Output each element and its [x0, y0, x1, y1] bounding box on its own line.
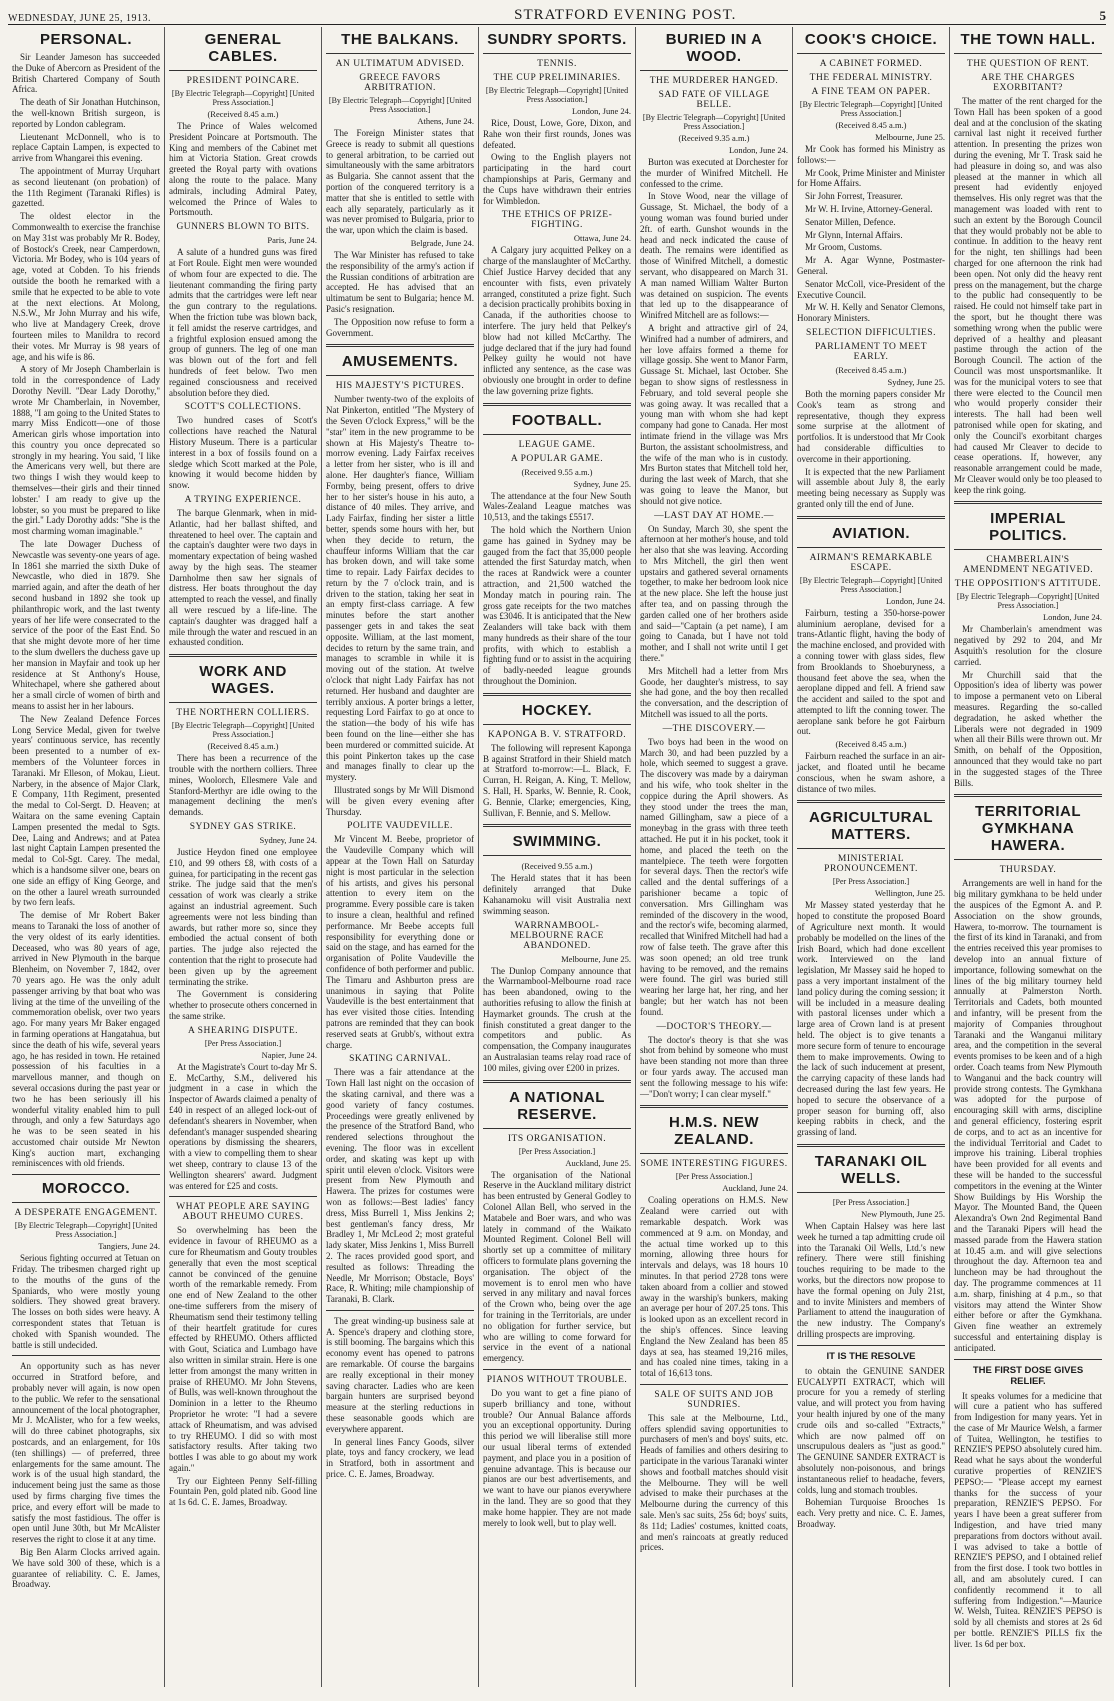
- subheading: POLITE VAUDEVILLE.: [347, 821, 453, 832]
- wire-credit: [Per Press Association.]: [518, 1146, 596, 1156]
- column-3: [322, 27, 479, 1687]
- subheading: MINISTERIAL PRONOUNCEMENT.: [824, 854, 918, 875]
- newspaper-page: [8, 4, 1106, 1693]
- column-rule: [483, 855, 631, 856]
- wire-credit: [Per Press Association.]: [204, 1038, 282, 1048]
- received-time: (Received 8.45 a.m.): [835, 120, 907, 130]
- section-headline: TARANAKI OIL WELLS.: [814, 1153, 928, 1187]
- article-paragraph: Try our Eighteen Penny Self-filling Fountain Pen, gold plated nib. Good line at 1s 6d. C. E. James, Broadway.: [169, 1475, 317, 1508]
- column-2: [165, 27, 322, 1687]
- column-rule: [483, 1369, 631, 1370]
- article-paragraph: It is expected that the new Parliament will assemble about July 8, the early meeting being necessary as Supply was granted only till the end of June.: [797, 466, 945, 509]
- dateline: London, June 24.: [1042, 612, 1102, 623]
- section-headline: AGRICULTURAL MATTERS.: [808, 809, 934, 844]
- section-headline: HOCKEY.: [521, 701, 593, 719]
- article-paragraph: The doctor's theory is that she was shot from behind by someone who must have been standing not more than three or four yards away. The accused man sent the following message to his wife:—"Don't worry; I can clear myself.": [640, 1034, 788, 1099]
- article-paragraph: Fairburn reached the surface in an air-jacket, and floated until he became conscious, when he swam ashore, a distance of two miles.: [797, 751, 945, 794]
- subheading: THE ETHICS OF PRIZE-FIGHTING.: [501, 210, 613, 231]
- column-5: [636, 27, 793, 1687]
- dateline: London, June 24.: [885, 595, 945, 606]
- dateline: London, June 24.: [728, 145, 788, 155]
- article-paragraph: The hold which the Northern Union game has gained in Sydney may be gauged from the fact that 35,000 people attended the first Saturday match, when the races at Randwick were a counter attraction, and 21,500 watched the Monday match in pouring rain. The gross gate receipts for the two matches was £3046. It is anticipated that the New Zealanders will take back with them many hundreds as their share of the tour profits, with which to establish a fighting fund or to assist in the acquiring of badly-needed league grounds throughout the Dominion.: [483, 524, 631, 687]
- section-headline: GENERAL CABLES.: [204, 31, 282, 65]
- article-paragraph: So overwhelming has been the evidence in favour of RHEUMO as a cure for Rheumatism and Gouty troubles generally that even the most sceptical cannot be convinced of the genuine worth of the remarkable remedy. From one end of New Zealand to the other one-time sufferers from the misery of Rheumatism send their testimony telling of their heartfelt gratitude for cures effected by RHEUMO. Others afflicted with Gout, Sciatica and Lumbago have also written in similar strain. Here is one letter from amongst the many written in praise of RHEUMO. Mr John Stevens, of Bulls, was well-known throughout the Dominion in a letter to the Rheumo Proprietor he wrote: "I had a severe attack of Rheumatism, and was advised to try RHEUMO. I did so with most satisfactory results. After taking two bottles I was able to go about my work again.": [169, 1225, 317, 1473]
- masthead-title: STRATFORD EVENING POST.: [514, 7, 737, 23]
- article-paragraph: The attendance at the four New South Wales-Zealand League matches was 10,513, and the takings £5517.: [483, 490, 631, 523]
- subheading: SAD FATE OF VILLAGE BELLE.: [658, 90, 770, 110]
- article-paragraph: Mr W. H. Irvine, Attorney-General.: [805, 203, 933, 214]
- column-rule: [797, 848, 945, 849]
- column-rule: [797, 547, 945, 548]
- article-paragraph: A Calgary jury acquitted Pelkey on a charge of the manslaughter of McCarthy. Chief Justice Harvey decided that any encounter with fists, even privately arranged, constituted a prize fight. Such a decision practically prohibits boxing in Canada, if the authorities choose to interfere. The jury held that Pelkey's blow had not killed McCarthy. The judge declared that if the jury had found Pelkey guilty he would not have inflicted any sentence, as the case was obviously one brought in order to define the law governing prize fights.: [483, 245, 631, 396]
- subheading: THE MURDERER HANGED.: [649, 76, 779, 86]
- article-paragraph: Justice Heydon fined one employee £10, and 99 others £8, with costs of a guinea, for participating in the recent gas strike. The judge said that the men's cessation of work was clearly a strike against an industrial agreement. Such agreements were not less binding than awards, but rather more so, since they embodied the actual consent of both parties. The judge also rejected the contention that the right to prosecute had been given up by the agreement terminating the strike.: [169, 847, 317, 987]
- section-headline: A NATIONAL RESERVE.: [509, 1088, 605, 1123]
- page-number: 5: [1099, 8, 1106, 23]
- article-paragraph: Bohemian Turquoise Brooches 1s each. Very pretty and nice. C. E. James, Broadway.: [797, 1497, 945, 1529]
- subheading: WARRNAMBOOL-MELBOURNE RACE ABANDONED.: [510, 920, 604, 951]
- article-paragraph: Owing to the English players not participating in the hard court championships at Paris, Germany and the Cups have withdrawn their entries for Wimbledon.: [483, 152, 631, 206]
- article-paragraph: Illustrated songs by Mr Will Dismond will be given every evening after Thursday.: [326, 785, 474, 817]
- article-paragraph: Mr Massey stated yesterday that he hoped to constitute the proposed Board of Agriculture next month. It would probably be modelled on the lines of the Irish Board, which had done excellent work. Interviewed on the land legislation, Mr Massey said he hoped to pass a very important instalment of the land policy during the coming session; it will be included in a measure dealing with pastoral licenses under which a large area of Crown land is at present held. The object is to give tenants a more secure form of tenure to encourage them to make improvements. Owing to the lack of such inducement at present, the carrying capacity of these lands had decreased during the last few years. He hoped to secure the observance of a proper season for burning off, also keeping rabbits in check, and the grassing of land.: [797, 900, 945, 1138]
- article-paragraph: Big Ben Alarm Clocks arrived again. We have sold 300 of these, which is a guarantee of reliability. C. E. James, Broadway.: [12, 1547, 160, 1590]
- column-1: [8, 27, 165, 1687]
- article-paragraph: In general lines Fancy Goods, silver plate, toys and fancy crockery, we lead in Stratford, both in assortment and price. C. E. James, Broadway.: [326, 1436, 474, 1480]
- article-paragraph: The late Dowager Duchess of Newcastle was seventy-one years of age. In 1861 she married the sixth Duke of Newcastle, who died in 1879. She married again, and after the death of her second husband in 1892 she took up philanthropic work, and the last twenty years of her life were consecrated to the service of the poor of the East End. So that she might devote more of her time to the slum dwellers the duchess gave up her mansion in Mayfair and took up her residence at St Anthony's House, Whitechapel, where she gathered about her a small circle of women of birth and means to assist her in her labours.: [12, 539, 160, 712]
- article-paragraph: Sir John Forrest, Treasurer.: [805, 191, 903, 202]
- subheading: —THE DISCOVERY.—: [662, 723, 766, 734]
- article-paragraph: Lieutenant McDonnell, who is to replace Captain Lampen, is expected to arrive from Whangarei this evening.: [12, 131, 160, 164]
- subheading: AIRMAN'S REMARKABLE ESCAPE.: [809, 552, 933, 573]
- article-paragraph: Mr Cook, Prime Minister and Minister for Home Affairs.: [797, 167, 945, 189]
- article-paragraph: The Government is considering whether to prosecute others concerned in the same strike.: [169, 989, 317, 1021]
- section-headline: SUNDRY SPORTS.: [487, 31, 627, 48]
- article-paragraph: The matter of the rent charged for the Town Hall has been spoken of a good deal and at the conclusion of the skating carnival last night it received further attention. In presenting the prizes won during the evening, Mr T. Trask said he had pleasure in doing so, and was also pleased at the manner in which all present had evidently enjoyed themselves. His only regret was that the management was loaded with rent to such an extent by the Borough Council that they would probably not be able to continue. In addition to the heavy rent for the night, ten shillings had been charged for one afternoon the rink had been open. Not only did the heavy rent press on the management, but the charge to the public had consequently to be raised. He could not himself take part in the sport, but he thought there was something wrong when the public were deprived of a healthy and pleasant pastime through the action of the Borough Council. The action of the Council was most unsportsmanlike. It was for the municipal voters to see that there were elected to the Council men who would properly consider their interests. The hall had been well patronised while open for skating, and only the Council's exorbitant charges had caused Mr Cleaver to decide to cease operations. If, however, any reasonable arrangement could be made, Mr Cleaver would only be too pleased to keep the rink going.: [954, 96, 1102, 495]
- dateline: Napier, June 24.: [261, 1049, 317, 1060]
- subheading: SELECTION DIFFICULTIES.: [806, 327, 936, 338]
- article-paragraph: The Dunlop Company announce that the Warrnambool-Melbourne road race has been abandoned, owing to the authorities refusing to allow the finish at Haymarket grounds. The crush at the finish constituted a great danger to the competitors and public. As compensation, the Company inaugurates an Australasian teams relay road race of 100 miles, giving over £200 in prizes.: [483, 965, 631, 1073]
- wire-credit: [By Electric Telegraph—Copyright] [United Press Association.]: [171, 721, 315, 740]
- dateline: Auckland, June 24.: [722, 1183, 788, 1194]
- section-divider: [483, 1080, 631, 1083]
- article-paragraph: The death of Sir Jonathan Hutchinson, the well-known British surgeon, is reported by London cablegram.: [12, 97, 160, 129]
- section-divider: [326, 344, 474, 347]
- article-paragraph: Rice, Doust, Lowe, Gore, Dixon, and Rahe won their first rounds, Jones was defeated.: [483, 118, 631, 150]
- column-rule: [12, 1355, 160, 1356]
- section-headline: MOROCCO.: [41, 1180, 131, 1198]
- article-paragraph: The following will represent Kaponga B against Stratford in their Shield match at Stratford to-morrow:—L. Black, F. Curran, H. Reigan, A. King, T. Mellow, S. Hall, H. Sparks, W. Bennie, R. Cook, G. Bennie, Clarke; emergencies, King, Sullivan, F. Bennie, and S. Mellow.: [483, 742, 631, 818]
- column-rule: [326, 53, 474, 54]
- subheading: SYDNEY GAS STRIKE.: [189, 822, 297, 833]
- column-rule: [797, 1345, 945, 1346]
- dateline: Sydney, June 24.: [259, 835, 317, 846]
- section-divider: [954, 794, 1102, 797]
- dateline: Melbourne, June 25.: [875, 132, 945, 142]
- subheading: SCOTT'S COLLECTIONS.: [184, 402, 302, 413]
- column-4: [479, 27, 636, 1687]
- dateline: Paris, June 24.: [267, 235, 317, 246]
- section-headline: AVIATION.: [831, 524, 911, 542]
- article-paragraph: The oldest elector in the Commonwealth to exercise the franchise on May 31st was probably Mr R. Bodey, of Bostock's Creek, near Camperdown, Victoria. Mr Bodey, who is 104 years of age, voted at Cobden. To his friends outside the booth he remarked with a smile that he expected to be able to vote at the next elections. At Molong, N.S.W., Mr John Murray and his wife, who live at Mandagery Creek, drove fourteen miles to Manildra to record their votes. Mr Murray is 98 years of age, and his wife is 86.: [12, 211, 160, 362]
- subheading: ITS ORGANISATION.: [507, 1133, 607, 1144]
- section-headline: H.M.S. NEW ZEALAND.: [669, 1114, 759, 1149]
- subheading: A POPULAR GAME.: [510, 453, 604, 464]
- article-paragraph: The demise of Mr Robert Baker means to Taranaki the loss of another of the very oldest of its early identities. Deceased, who was 80 years of age, arrived in New Plymouth in the barque Blenheim, on November 7, 1842, over 70 years ago. He was the only adult passenger arriving by that boat who was living at the time of the unveiling of the commemoration obelisk, over two years ago. For many years Mr Baker engaged in farming operations at Hangatahua, but since the death of his wife, several years ago, he has resided in town. He retained possession of his faculties in a marvellous manner, and though on several occasions during the past year or two he has been seriously ill his wonderful vitality enabled him to pull through, and only a few Saturdays ago he was to be seen seated in his accustomed chair outside Mr Newton King's auction mart, exchanging reminiscences with old friends.: [12, 910, 160, 1169]
- column-rule: [640, 70, 788, 71]
- column-rule: [483, 1128, 631, 1129]
- section-headline: FOOTBALL.: [511, 411, 603, 429]
- subheading: —LAST DAY AT HOME.—: [654, 510, 774, 521]
- received-time: (Received 9.55 a.m.): [521, 466, 593, 477]
- dateline: New Plymouth, June 25.: [861, 1209, 945, 1219]
- received-time: (Received 8.45 a.m.): [835, 739, 907, 750]
- article-paragraph: Arrangements are well in hand for the big military gymkhana to be held under the auspices of the Egmont A. and P. Association on the show grounds, Hawera, to-morrow. The tournament is the first of its kind in Taranaki, and from the entries received this year promises to develop into an annual fixture of importance, following somewhat on the lines of the big military tourney held annually at Palmerston North. Territorials and Cadets, both mounted and infantry, will be present from the majority of Companies throughout Taranaki and the Wanganui military area, and the competition in the several events promises to be keen and of a high order. Coach teams from New Plymouth to Wanganui and the back country will provide strong contests. The Gymkhana was adopted for the purpose of encouraging skill with arms, discipline and general efficiency, fostering esprit de corps, and to act as an incentive for the individual Territorial and Cadet to improve his training. Liberal trophies have been provided for all events and these will be handed to the successful competitors in the evening at the Winter Show Buildings by His Worship the Mayor. The Mounted Band, the Queen Alexandra's Own 2nd Regimental Band and the Taranaki Pipers will head the massed parade from the Hawera station at 10.45 a.m. and will give selections throughout the day. Afternoon tea and luncheon may be had throughout the day. The programme commences at 11 a.m. sharp, finishing at 4 p.m., so that visitors may attend the Winter Show either before or after the Gymkhana. Given fine weather an extremely successful and entertaining display is anticipated.: [954, 878, 1102, 1353]
- article-paragraph: There was a fair attendance at the Town Hall last night on the occasion of the skating carnival, and there was a good variety of fancy costumes. Proceedings were greatly enlivened by the presence of the Stratford Band, who rendered selections throughout the evening. The floor was in excellent order, and skating was kept up with spirit until eleven o'clock. Visitors were present from New Plymouth and Hawera. The prizes for costumes were won as follows:—Best ladies' fancy dress, Miss Burrell 1, Miss Jenkins 2; best gentleman's fancy dress, Mr Bradley 1, Mr McLeod 2; most grateful lady skater, Miss Jenkins 1, Miss Burrell 2. The races provided good sport, and resulted as follows: Threading the Needle, Mr Morrison; Obstacle, Boys' Race, R. Whiting; mile championship of Taranaki, B. Clark.: [326, 1067, 474, 1305]
- dateline: Belgrade, June 24.: [410, 237, 474, 248]
- subheading: PRESIDENT POINCARE.: [186, 76, 300, 86]
- article-paragraph: The War Minister has refused to take the responsibility of the army's action if the Russian conditions of arbitration are accepted. He has advised that an ultimatum be sent to Bulgaria; hence M. Pasic's resignation.: [326, 249, 474, 314]
- subheading: —DOCTOR'S THEORY.—: [656, 1021, 772, 1032]
- article-paragraph: Mr Cook has formed his Ministry as follows:—: [797, 144, 945, 165]
- article-paragraph: Coaling operations on H.M.S. New Zealand were carried out with remarkable despatch. Work was commenced at 9 a.m. on Monday, and the actual time worked up to this morning, allowing three hours for intervals and delays, was 18 hours 10 minutes. In that period 2728 tons were taken aboard from a collier and stowed away in the warship's bunkers, making an average per hour of 207.25 tons. This is looked upon as an excellent record in the ship's offences. Since leaving England the New Zealand has been 85 days at sea, has steamed 19,216 miles, and has coaled nine times, taking in a total of 16,613 tons.: [640, 1195, 788, 1379]
- subheading: A CABINET FORMED.: [819, 59, 923, 69]
- advert-heading: THE FIRST DOSE GIVES RELIEF.: [972, 1364, 1084, 1387]
- dateline: Athens, June 24.: [417, 116, 474, 126]
- article-paragraph: A story of Mr Joseph Chamberlain is told in the correspondence of Lady Dorothy Nevill. "Dear Lady Dorothy," wrote Mr Chamberlain, in November, 1888, "I am going to the United States to marry Miss Endicott—one of those American girls whose importation into this country you once deprecated so strongly in my hearing. You said, 'I like the Americans very well, but there are two things I wish they would keep to themselves—their girls and their tinned lobster.' I am ready to give up the lobster, so you must be prepared to like the girl." Lady Dorothy adds: "She is the most charming woman imaginable.": [12, 364, 160, 537]
- column-6: [793, 27, 950, 1687]
- article-paragraph: Mr Vincent M. Beebe, proprietor of the Vaudeville Company which will appear at the Town Hall on Saturday night is most particular in the selection of his artists, and gives his personal attention to every item on the programme. Every possible care is taken to insure a clean, healthful and refined performance. Mr Beebe accepts full responsibility for everything done or said on the stage, and has earned for the organisation of Polite Vaudeville the confidence of both performer and public. The Timaru and Ashburton press are unanimous in saying that Polite Vaudeville is the best entertainment that has ever visited those cities. Intending patrons are reminded that they can book reserved seats at Grubb's, without extra charge.: [326, 834, 474, 1050]
- dateline: London, June 24.: [571, 106, 631, 116]
- wire-credit: [Per Press Association.]: [675, 1172, 753, 1182]
- subheading: SOME INTERESTING FIGURES.: [640, 1159, 788, 1170]
- article-paragraph: Mr Churchill said that the Opposition's idea of liberty was power to impose a permanent veto on Liberal measures. Regarding the so-called degradation, he asked whether the Liberals were not degraded in 1909 when all their Bills were thrown out. Mr Smith, on behalf of the Opposition, announced that they would take no part in the suggested stages of the Three Bills.: [954, 669, 1102, 788]
- column-rule: [797, 1192, 945, 1193]
- masthead-date: WEDNESDAY, JUNE 25, 1913.: [8, 13, 152, 24]
- article-paragraph: The Herald states that it has been definitely arranged that Duke Kahanamoku will visit Australia next swimming season.: [483, 873, 631, 916]
- article-paragraph: The Opposition now refuse to form a Government.: [326, 316, 474, 338]
- subheading: A SHEARING DISPUTE.: [187, 1025, 299, 1036]
- subheading: A DESPERATE ENGAGEMENT.: [14, 1208, 158, 1219]
- article-paragraph: Fairburn, testing a 350-horse-power aluminium aeroplane, devised for a trans-Atlantic flight, having the body of the machine enclosed, and provided with a conning tower with glass sides, flew from Brooklands to Shoeburyness, a thousand feet above the sea, when the aeroplane dipped and fell. A friend saw the accident and sailed to the spot and attempted to lift the conning tower. The aeroplane sank before he got Fairburn out.: [797, 607, 945, 737]
- wire-credit: [By Electric Telegraph—Copyright] [United Press Association.]: [956, 592, 1100, 611]
- article-paragraph: A bright and attractive girl of 24, Winifred had a number of admirers, and her love affairs formed a theme for village gossip. She went to Manor Farm, Gussage St. Michael, last October. She began to show signs of restlessness in February, and told several people she was going away. It was recalled that a young man with whom she had kept company had gone to Canada. Her most intimate friend in the village was Mrs Burton, the assistant schoolmistress, and the wife of the man who is in custody. Mrs Burton states that Mitchell told her, during the last week of March, that she was going to leave the Manor, but should not give notice.: [640, 322, 788, 506]
- section-headline: BURIED IN A WOOD.: [665, 31, 763, 65]
- article-paragraph: Mr Groom, Customs.: [805, 242, 883, 253]
- article-paragraph: Senator Millen, Defence.: [805, 216, 896, 227]
- column-rule: [169, 70, 317, 71]
- article-paragraph: The appointment of Murray Urquhart as second lieutenant (on probation) of the 11th Regiment (Taranaki Rifles) is gazetted.: [12, 165, 160, 209]
- dateline: Wellington, June 25.: [874, 888, 945, 899]
- article-paragraph: In Stove Wood, near the village of Gussage, St. Michael, the body of a young woman was found buried under 2ft. of earth. Gunshot wounds in the head and neck indicated the cause of death. The remains were identified as those of Winifred Mitchell, a domestic servant, who disappeared on March 31. A man named William Walter Burton was detained on suspicion. The events that led up to the disappearance of Winifred Mitchell are as follows:—: [640, 191, 788, 321]
- column-rule: [797, 53, 945, 54]
- subheading: ARE THE CHARGES EXORBITANT?: [981, 73, 1075, 93]
- article-paragraph: There has been a recurrence of the trouble with the northern colliers. Three mines, Woolorch, Ellesmere Vale and Stanford-Merthyr are idle owing to the management declining the men's demands.: [169, 753, 317, 818]
- subheading: LEAGUE GAME.: [518, 439, 596, 450]
- received-time: (Received 9.35 a.m.): [678, 133, 750, 143]
- article-paragraph: On Sunday, March 30, she spent the afternoon at her mother's house, and told her also that she was leaving. According to Mrs Mitchell, the girl then went upstairs and gathered several ornaments together, to make her bedroom look nice at the new place. She left the house just after tea, and on passing through the garden called one of her brothers aside and said—"Captain (a pet name), I am going to Canada, but I have not told mother, and I shall not write until I get there.": [640, 523, 788, 664]
- article-paragraph: Two boys had been in the wood on March 30, and had been puzzled by a hole, which seemed to suggest a grave. The discovery was made by a dairyman and his wife, who took shelter in the coppice during the April showers. As they stood under the trees the man, named Gillingham, saw a piece of a moneybag in the grass with three teeth attached. He put it in his pocket, took it home, and placed the teeth on the mantelpiece. The teeth were forgotten for several days. Then the rector's wife called and the dental sufferings of a parishioner became a topic of conversation. Mrs Gillingham was reminded of the discovery in the wood, and the rector's wife, becoming alarmed, recalled that Winifred Mitchell had had a row of false teeth. The grave after this was soon opened; an old tree trunk having to be removed, and the remains were found. The girl was buried still wearing her large hat, her ring, and her bangle; but her watch has not been found.: [640, 736, 788, 1017]
- wire-credit: [Per Press Association.]: [832, 877, 910, 887]
- column-rule: [326, 375, 474, 376]
- article-paragraph: Number twenty-two of the exploits of Nat Pinkerton, entitled "The Mystery of the Seven O'clock Express," will be the "star" item in the new programme to be shown at His Majesty's Theatre to-morrow evening. Lady Fairfax receives a letter from her sister, who is ill and alone. Her daughter's fiance, William Formby, being present, offers to drive her to her sister's house in his auto, a distance of 40 miles. They arrive, and Lady Fairfax, finding her sister a little better, spends some hours with her, but when they decide to return, the chauffeur informs William that the car has broken down, and will take some time to repair. Lady Fairfax decides to return by the 7 o'clock train, and is driven to the station, taking her seat in an empty first-class carriage. A few minutes before the start another passenger gets in and takes the seat opposite. William, at the last moment, decides to return by the same train, and manages to scramble in while it is moving out of the station. At twelve o'clock that night Lady Fairfax has not returned. Her husband and daughter are terribly anxious. A porter brings a letter, requesting Lord Fairfax to go at once to the station—the body of his wife has been found on the line—either she has been murdered or committed suicide. At this point Pinkerton takes up the case and manages finally to clear up the mystery.: [326, 394, 474, 783]
- subheading: PARLIAMENT TO MEET EARLY.: [814, 341, 928, 362]
- column-rule: [12, 1202, 160, 1203]
- article-paragraph: Burton was executed at Dorchester for the murder of Winifred Mitchell. He confessed to the crime.: [640, 157, 788, 189]
- wire-credit: [By Electric Telegraph—Copyright] [United Press Association.]: [328, 96, 472, 114]
- dateline: Sydney, June 25.: [887, 376, 945, 387]
- wire-credit: [By Electric Telegraph—Copyright] [United Press Association.]: [799, 100, 943, 118]
- section-divider: [797, 516, 945, 519]
- section-divider: [797, 800, 945, 803]
- wire-credit: [By Electric Telegraph—Copyright] [United Press Association.]: [799, 575, 943, 594]
- subheading: GUNNERS BLOWN TO BITS.: [176, 222, 310, 233]
- section-headline: TERRITORIAL GYMKHANA HAWERA.: [974, 803, 1082, 855]
- article-paragraph: A salute of a hundred guns was fired at Fort Roule. Eight men were wounded of whom four are expected to die. The lieutenant commanding the firing party admits that the cartridges were left near the gun contrary to the regulations. When the friction tube was blown back, it fell amidst the reserve cartridges, and a frightful explosion ensued among the group of gunners. The leg of one man was blown out of the fort and fell hundreds of feet below. Two men regained consciousness and received absolution before they died.: [169, 247, 317, 398]
- article-paragraph: Mr W. H. Kelly and Senator Clemons, Honorary Ministers.: [797, 302, 945, 324]
- column-rule: [640, 1153, 788, 1154]
- column-rule: [954, 549, 1102, 550]
- column-rule: [954, 53, 1102, 54]
- dateline: Auckland, June 25.: [565, 1157, 631, 1168]
- dateline: Sydney, June 25.: [573, 478, 631, 489]
- section-headline: COOK'S CHOICE.: [804, 31, 938, 48]
- dateline: Ottawa, June 24.: [573, 233, 631, 244]
- column-rule: [954, 1359, 1102, 1360]
- section-headline: AMUSEMENTS.: [341, 353, 459, 371]
- column-rule: [483, 434, 631, 435]
- article-paragraph: The Foreign Minister states that Greece is ready to submit all questions to general arbitration, to be carried out simultaneously with the same arbitrators as Bulgaria. She cannot assent that the portion of the conquered territory is a matter that she is entitled to settle with each ally separately, particularly as it was never promised to Bulgaria, prior to the war, upon which the claim is based.: [326, 128, 474, 236]
- subheading: WHAT PEOPLE ARE SAYING ABOUT RHEUMO CURES.: [176, 1202, 310, 1223]
- subheading: GREECE FAVORS ARBITRATION.: [359, 73, 441, 93]
- section-divider: [169, 654, 317, 657]
- subheading: TENNIS.: [537, 59, 577, 69]
- subheading: SKATING CARNIVAL.: [349, 1054, 451, 1065]
- section-divider: [483, 403, 631, 406]
- column-rule: [326, 1310, 474, 1311]
- article-paragraph: It speaks volumes for a medicine that will cure a patient who has suffered from Indigestion for many years. Yet in the case of Mr Maurice Welsh, a farmer of Tuitea, Wellington, he testifies to RENZIE'S PEPSO absolutely cured him. Read what he says about the wonderful curative properties of RENZIE'S PEPSO:— "Please accept my earnest thanks for the success of your preparation, RENZIE'S PEPSO. For years I have been a great sufferer from Indigestion, and have tried many preparations from doctors without avail. I was advised to take a bottle of RENZIE'S PEPSO, and I obtained relief from the first dose. I took two bottles in all, and am absolutely cured. I can confidently recommend it to all suffering from Indigestion."—Maurice W. Welsh, Tuitea. RENZIE'S PEPSO is sold by all chemists and stores at 2s 6d per bottle. RENZIE'S PILLS fix the liver. 1s 6d per box.: [954, 1390, 1102, 1649]
- received-time: (Received 9.55 a.m.): [521, 861, 593, 872]
- article-paragraph: Mr A. Agar Wynne, Postmaster-General.: [797, 255, 945, 276]
- column-rule: [483, 53, 631, 54]
- subheading: THURSDAY.: [999, 865, 1057, 876]
- section-divider: [797, 1144, 945, 1147]
- column-rule: [12, 1174, 160, 1175]
- received-time: (Received 8.45 a.m.): [207, 741, 279, 752]
- section-divider: [640, 1105, 788, 1108]
- article-paragraph: Sir Leander Jameson has succeeded the Duke of Abercorn as President of the British Chartered Company of South Africa.: [12, 52, 160, 95]
- article-paragraph: At the Magistrate's Court to-day Mr S. E. McCarthy, S.M., delivered his judgment in a case in which the Inspector of Awards claimed a penalty of £40 in respect of an alleged lock-out of defendant's shearers in November, when defendant's manager suspended shearing operations by dismissing the shearers, with a view to compelling them to shear wet sheep, contrary to clause 13 of the Wellington shearers' award. Judgment was entered for £25 and costs.: [169, 1061, 317, 1191]
- subheading: HIS MAJESTY'S PICTURES.: [335, 381, 465, 392]
- section-headline: SWIMMING.: [512, 833, 602, 851]
- section-headline: IMPERIAL POLITICS.: [989, 510, 1067, 545]
- section-divider: [954, 501, 1102, 504]
- article-paragraph: Two hundred cases of Scott's collections have reached the Natural History Museum. There is a particular interest in a box of fossils found on a sledge which Scott marked at the Pole, knowing it would become hidden by snow.: [169, 415, 317, 491]
- article-paragraph: Mr Glynn, Internal Affairs.: [805, 229, 903, 240]
- advert-heading: IT IS THE RESOLVE: [826, 1350, 916, 1362]
- subheading: A FINE TEAM ON PAPER.: [811, 87, 931, 97]
- section-divider: [483, 824, 631, 827]
- article-paragraph: The organisation of the National Reserve in the Auckland military district has been entrusted by General Godley to Colonel Allan Bell, who served in the Matabele and Boer wars, and who was lately in command of the Waikato Mounted Regiment. Colonel Bell will shortly set up a committee of military officers to formulate plans governing the organisation. The object of the movement is to enrol men who have served in any military and naval forces of the Crown who, being over the age for training in the Territorials, are under no obligation for further service, but who are willing to come forward for service in the event of a national emergency.: [483, 1169, 631, 1364]
- wire-credit: [Per Press Association.]: [832, 1198, 910, 1207]
- subheading: KAPONGA B. V. STRATFORD.: [487, 729, 627, 740]
- subheading: THE NORTHERN COLLIERS.: [176, 708, 310, 719]
- article-paragraph: The New Zealand Defence Forces Long Service Medal, given for twelve years' continuous service, has recently been presented to a number of ex-members of the Volunteer forces in Taranaki. Mr Elleson, of Mokau, Lieut. Narbery, in the absence of Major Clark, E Company, 11th Regiment, presented the medal to Col-Sergt. D. Heaven; at Waitara on the same evening Captain Lampen presented the medal to Sgts. Dee, Laing and Andrews; and at Patea last night Captain Lampen presented the medal to Col-Sgt. Carey. The medal, which is a handsome silver one, bears on one side an effigy of King George, and on the other a laurel wreath surrounded by two fern leafs.: [12, 713, 160, 908]
- wire-credit: [By Electric Telegraph—Copyright] [United Press Association.]: [485, 86, 629, 104]
- article-paragraph: Senator McColl, vice-President of the Executive Council.: [797, 278, 945, 300]
- article-paragraph: When Captain Halsey was here last week he turned a tap admitting crude oil into the Taranaki Oil Wells, Ltd.'s new refinery. There were still finishing touches requiring to be made to the works, but the directors now propose to have the formal opening on July 21st, and to invite Ministers and members of Parliament to attend the inauguration of the new industry. The Company's drilling prospects are improving.: [797, 1221, 945, 1339]
- article-paragraph: This sale at the Melbourne, Ltd., offers splendid saving opportunities to purchasers of men's and boys' suits, etc. Heads of families and others desiring to participate in the various Taranaki winter shows and football matches should visit the Melbourne. They will be well advised to make their purchases at the Melbourne during the currency of this sale. Men's sac suits, 25s 6d; boys' suits, 8s 11d; Ladies' costumes, knitted coats, and men's raincoats at greatly reduced prices.: [640, 1412, 788, 1553]
- received-time: (Received 8.45 a.m.): [207, 109, 279, 119]
- column-container: [8, 27, 1106, 1687]
- dateline: Melbourne, June 25.: [561, 953, 631, 964]
- wire-credit: [By Electric Telegraph—Copyright] [United Press Association.]: [642, 113, 786, 131]
- subheading: AN ULTIMATUM ADVISED.: [335, 59, 465, 69]
- article-paragraph: The great winding-up business sale at A. Spence's drapery and clothing store, is still booming. The bargains which this economy event has opened to patrons are remarkable. Of course the bargains are really exceptional in their money saving character. Ladies who are keen bargain hunters are surprised beyond measure at the sterling reductions in these seasonable goods which are everywhere apparent.: [326, 1315, 474, 1434]
- subheading: THE OPPOSITION'S ATTITUDE.: [954, 579, 1102, 590]
- article-paragraph: The barque Glenmark, when in mid-Atlantic, had her ballast shifted, and threatened to heel over. The captain and the captain's daughter were two days in momentary expectation of being washed away by the high seas. The steamer Darnholme then saw her signals of distress. Her boats throughout the day attempted to reach the vessel, and finally all were rescued by a life-line. The captain's daughter was dragged half a mile through the water and rescued in an exhausted condition.: [169, 507, 317, 648]
- article-paragraph: Do you want to get a fine piano of superb brilliancy and tone, without trouble? Our Annual Balance affords you an exceptional opportunity. During this period we will liberalise still more our usual liberal terms of extended payment, and place you in a position of genuine advantage. This is because our pianos are our best advertisements, and we want to have our pianos everywhere in the land. They are so good that they make home happier. They are not made merely to look well, but to play well.: [483, 1387, 631, 1528]
- subheading: CHAMBERLAIN'S AMENDMENT NEGATIVED.: [962, 555, 1094, 576]
- article-paragraph: Mrs Mitchell had a letter from Mrs Goode, her daughter's mistress, to say she had gone, and the boy then recalled the conversation, and the description of Mitchell was issued to all the ports.: [640, 665, 788, 720]
- subheading: THE QUESTION OF RENT.: [966, 59, 1090, 69]
- article-paragraph: An opportunity such as has never occurred in Stratford before, and probably never will again, is now open to the public. We refer to the sensational announcement of the local photographer, Mr J. McAlister, who for a few weeks, will do three cabinet photographs, six postcards, and an enlargement, for 10s (ten shillings) — of preferred, three enlargements for the same amount. The work is of the usual high standard, the inducement being just the same as those used by firms charging five times the price, and every effort will be made to satisfy the most fastidious. The offer is open until June 30th, but Mr McAlister reserves the right to close it at any time.: [12, 1361, 160, 1545]
- subheading: PIANOS WITHOUT TROUBLE.: [486, 1374, 628, 1385]
- article-paragraph: Both the morning papers consider Mr Cook's team as strong and representative, though they express some surprise at the allotment of portfolios. It is understood that Mr Cook had considerable difficulties to overcome in their apportioning.: [797, 388, 945, 464]
- article-paragraph: to obtain the GENUINE SANDER EUCALYPTI EXTRACT, which will procure for you a remedy of sterling value, and will protect you from having your health injured by one of the many crude oils and so-called "Extracts," which are now palmed off on unscrupulous dealers as "just as good." The GENUINE SANDER EXTRACT is absolutely non-poisonous, and brings instantaneous relief to headache, fevers, colds, lung and stomach troubles.: [797, 1365, 945, 1495]
- wire-credit: [By Electric Telegraph—Copyright] [United Press Association.]: [14, 1221, 158, 1240]
- section-divider: [483, 693, 631, 696]
- subheading: THE FEDERAL MINISTRY.: [809, 73, 933, 83]
- subheading: SALE OF SUITS AND JOB SUNDRIES.: [654, 1389, 774, 1410]
- masthead: [8, 4, 1106, 25]
- column-rule: [483, 724, 631, 725]
- column-7: [950, 27, 1106, 1687]
- section-headline: WORK AND WAGES.: [199, 663, 287, 698]
- article-paragraph: Mr Chamberlain's amendment was negatived by 292 to 204, and Mr Asquith's resolution for the closure carried.: [954, 624, 1102, 667]
- column-rule: [640, 1384, 788, 1385]
- dateline: Tangiers, June 24.: [98, 1241, 160, 1252]
- section-headline: THE TOWN HALL.: [960, 31, 1096, 48]
- column-rule: [954, 859, 1102, 860]
- section-headline: PERSONAL.: [39, 31, 132, 48]
- subheading: THE CUP PRELIMINARIES.: [493, 73, 621, 83]
- column-rule: [169, 702, 317, 703]
- wire-credit: [By Electric Telegraph—Copyright] [United Press Association.]: [171, 89, 315, 107]
- subheading: A TRYING EXPERIENCE.: [184, 494, 302, 505]
- article-paragraph: Serious fighting occurred at Tetuan on Friday. The tribesmen charged right up to the mouths of the guns of the Spaniards, who were mostly young soldiers. They showed great bravery. The losses on both sides were heavy. A correspondent states that Tetuan is choked with Spanish wounded. The battle is still undecided.: [12, 1253, 160, 1350]
- received-time: (Received 8.45 a.m.): [835, 364, 907, 375]
- article-paragraph: The Prince of Wales welcomed President Poincare at Portsmouth. The King and members of the Cabinet met him at Victoria Station. Great crowds greeted the Royal party with ovations along the route to the palace. Many admirals, including Admiral Patey, welcomed the Prince of Wales to Portsmouth.: [169, 121, 317, 218]
- section-headline: THE BALKANS.: [341, 31, 459, 48]
- column-rule: [169, 1196, 317, 1197]
